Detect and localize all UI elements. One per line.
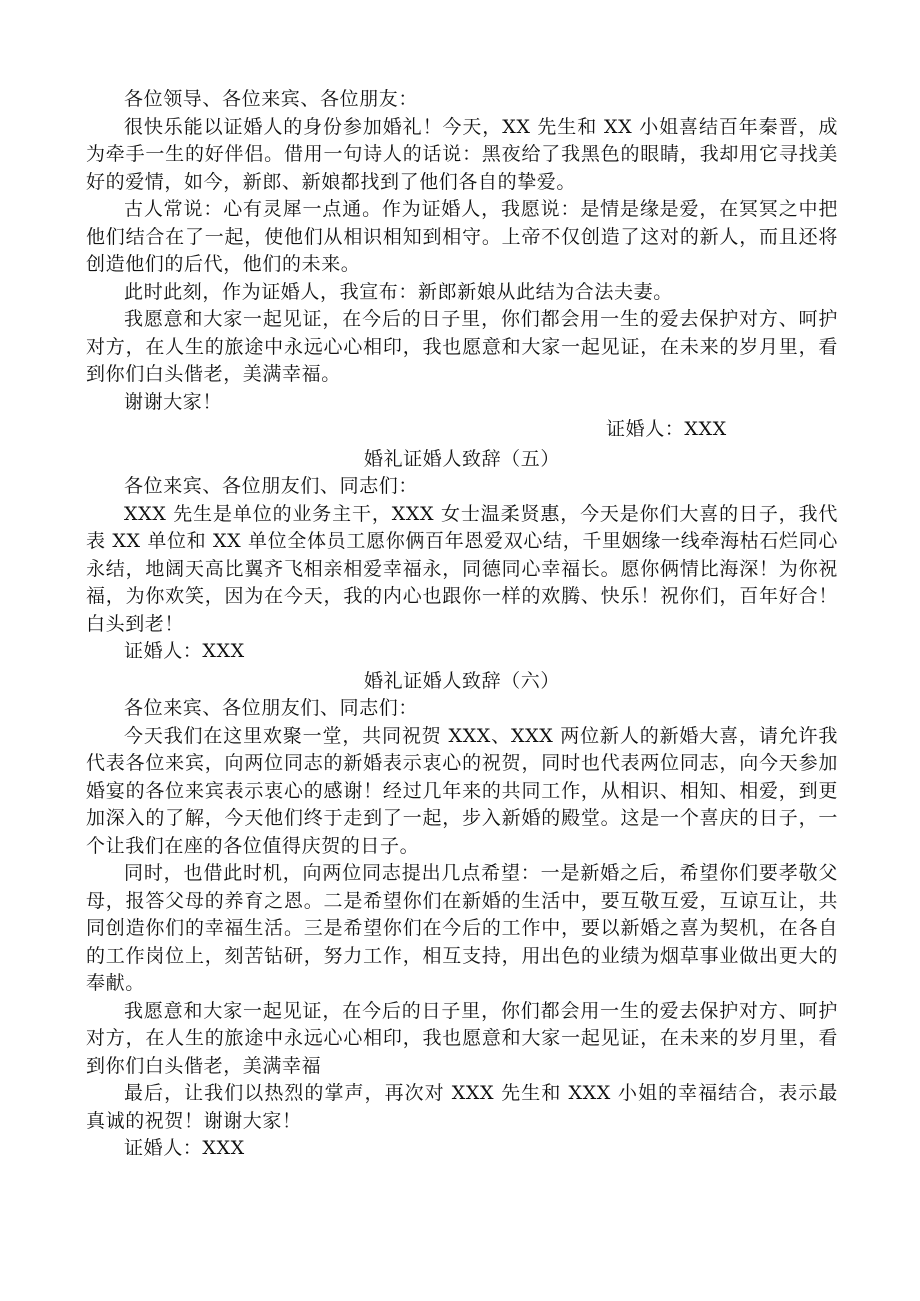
paragraph: 此时此刻，作为证婚人，我宣布：新郎新娘从此结为合法夫妻。 bbox=[124, 280, 673, 303]
section-title: 婚礼证婚人致辞（六） bbox=[363, 669, 560, 692]
greeting: 各位来宾、各位朋友们、同志们： bbox=[124, 697, 419, 719]
document-page bbox=[86, 86, 838, 1163]
paragraph: XXX 先生是单位的业务主干，XXX 女士温柔贤惠，今天是你们大喜的日子，我代表 XX 单位和 XX 单位全体员工愿你俩百年恩爱双心结，千里姻缘一线牵海枯石烂同心永结，地阔天高比翼齐飞相亲相爱幸福永，同德同心幸福长。愿你俩情比海深！为你祝福，为你欢笑，因为在今天，我的内心也跟你一样的欢腾、快乐！祝你们，百年好合！白头到老！ bbox=[86, 502, 838, 635]
paragraph: 最后，让我们以热烈的掌声，再次对 XXX 先生和 XXX 小姐的幸福结合，表示最真诚的祝贺！谢谢大家！ bbox=[86, 1082, 838, 1132]
section-title: 婚礼证婚人致辞（五） bbox=[363, 447, 560, 470]
paragraph: 今天我们在这里欢聚一堂，共同祝贺 XXX、XXX 两位新人的新婚大喜，请允许我代表各位来宾，向两位同志的新婚表示衷心的祝贺，同时也代表两位同志，向今天参加婚宴的各位来宾表示衷心的感谢！经过几年来的共同工作，从相识、相知、相爱，到更加深入的了解，今天他们终于走到了一起，步入新婚的殿堂。这是一个喜庆的日子，一个让我们在座的各位值得庆贺的日子。 bbox=[86, 724, 838, 857]
greeting: 各位来宾、各位朋友们、同志们： bbox=[124, 475, 419, 497]
paragraph: 古人常说：心有灵犀一点通。作为证婚人，我愿说：是情是缘是爱，在冥冥之中把他们结合在了一起，使他们从相识相知到相守。上帝不仅创造了这对的新人，而且还将创造他们的后代，他们的未来。 bbox=[86, 198, 838, 275]
greeting: 各位领导、各位来宾、各位朋友： bbox=[124, 88, 419, 110]
signature: 证婚人：XXX bbox=[606, 418, 727, 440]
paragraph: 很快乐能以证婚人的身份参加婚礼！今天，XX 先生和 XX 小姐喜结百年秦晋，成为牵手一生的好伴侣。借用一句诗人的话说：黑夜给了我黑色的眼睛，我却用它寻找美好的爱情，如今，新郎、新娘都找到了他们各自的挚爱。 bbox=[86, 115, 838, 193]
paragraph: 同时，也借此时机，向两位同志提出几点希望：一是新婚之后，希望你们要孝敬父母，报答父母的养育之恩。二是希望你们在新婚的生活中，要互敬互爱，互谅互让，共同创造你们的幸福生活。三是希望你们在今后的工作中，要以新婚之喜为契机，在各自的工作岗位上，刻苦钻研，努力工作，相互支持，用出色的业绩为烟草事业做出更大的奉献。 bbox=[86, 862, 838, 994]
signature: 证婚人：XXX bbox=[124, 640, 245, 662]
signature: 证婚人：XXX bbox=[124, 1137, 245, 1159]
paragraph: 谢谢大家！ bbox=[124, 390, 223, 413]
paragraph: 我愿意和大家一起见证，在今后的日子里，你们都会用一生的爱去保护对方、呵护对方，在人生的旅途中永远心心相印，我也愿意和大家一起见证，在未来的岁月里，看到你们白头偕老，美满幸福 bbox=[86, 999, 838, 1077]
paragraph: 我愿意和大家一起见证，在今后的日子里，你们都会用一生的爱去保护对方、呵护对方，在人生的旅途中永远心心相印，我也愿意和大家一起见证，在未来的岁月里，看到你们白头偕老，美满幸福。 bbox=[86, 308, 838, 385]
